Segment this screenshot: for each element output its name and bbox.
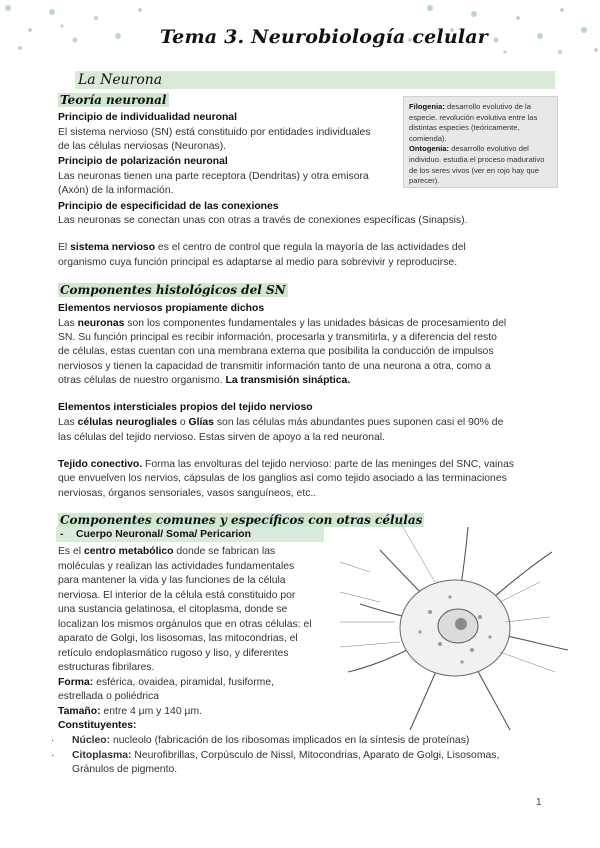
histo-c-line-1: Tejido conectivo. Forma las envolturas del tejido nervioso: parte de las meninges del SNC, vainas — [58, 459, 515, 470]
principle-1-line-1: El sistema nervioso (SN) está constituido por entidades individuales — [58, 127, 371, 138]
principle-2-title: Principio de polarización neuronal — [58, 156, 228, 167]
histo-c-line-2: que envuelven los nervios, cápsulas de los ganglios así como tejido asociado a las terminaciones — [58, 473, 507, 484]
bullet-dot-1: · — [51, 735, 55, 746]
principle-3-title: Principio de especificidad de las conexiones — [58, 201, 279, 212]
constituyentes-label: Constituyentes: — [58, 720, 137, 731]
bullet-citoplasma-line-2: Gránulos de pigmento. — [72, 764, 178, 775]
heading-teoria-neuronal: Teoría neuronal — [60, 93, 167, 107]
section-title: La Neurona — [78, 72, 163, 88]
histo-b-line-1: Las células neurogliales o Glías son las células más abundantes pues suponen casi el 90% de — [58, 417, 504, 428]
soma-line-4: nerviosa. El interior de la célula está constituido por — [58, 590, 296, 601]
soma-line-8: retículo endoplasmático rugoso y liso, y diferentes — [58, 648, 289, 659]
bullet-citoplasma: Citoplasma: Neurofibrillas, Corpúsculo de Nissl, Mitocondrias, Aparato de Golgi, Lisosomas, — [72, 750, 500, 761]
sn-definition-line-1: El sistema nervioso es el centro de control que regula la mayoría de las actividades del — [58, 242, 466, 253]
sn-definition-line-2: organismo cuya función principal es adaptarse al medio para sobrevivir y reproducirse. — [58, 257, 458, 268]
side-note-box — [403, 96, 558, 188]
principle-1-title: Principio de individualidad neuronal — [58, 112, 237, 123]
bullet-nucleo: Núcleo: nucleolo (fabricación de los ribosomas implicados en la síntesis de proteínas) — [72, 735, 470, 746]
histo-b-line-2: las células del tejido nervioso. Estas sirven de apoyo a la red neuronal. — [58, 432, 385, 443]
histo-a-line-4: nerviosos y tienen la capacidad de transmitir información tanto de una neurona a otra, como a — [58, 361, 491, 372]
histo-a-line-1: Las neuronas son los componentes fundamentales y las unidades básicas de procesamiento del — [58, 318, 507, 329]
soma-line-5: una sustancia gelatinosa, el citoplasma, donde se — [58, 604, 288, 615]
soma-band-dash: - — [60, 529, 64, 540]
note-filogenia: Filogenia: desarrollo evolutivo de la especie. revolución evolutiva entre las distintas especies (teóricamente, comienda). — [409, 102, 538, 143]
histo-subtitle-1: Elementos nerviosos propiamente dichos — [58, 303, 265, 314]
forma-line-2: estrellada o poliédrica — [58, 691, 160, 702]
histo-subtitle-2: Elementos intersticiales propios del tejido nervioso — [58, 402, 313, 413]
section-band-gap — [58, 71, 75, 89]
soma-line-3: para mantener la vida y las funciones de la célula — [58, 575, 286, 586]
principle-3-line-1: Las neuronas se conectan unas con otras a través de conexiones específicas (Sinapsis). — [58, 215, 468, 226]
heading-componentes-histologicos: Componentes histológicos del SN — [60, 283, 286, 297]
principle-2-line-1: Las neuronas tienen una parte receptora (Dendritas) y otra emisora — [58, 171, 369, 182]
soma-band-title: Cuerpo Neuronal/ Soma/ Pericarion — [76, 529, 251, 540]
heading-componentes-comunes: Componentes comunes y específicos con otras células — [60, 513, 423, 527]
soma-line-2: moléculas y realizan las actividades fundamentales — [58, 561, 295, 572]
soma-line-6: localizan los mismos orgánulos que en otras células: el — [58, 619, 312, 630]
neuron-soma-illustration — [340, 522, 570, 734]
note-ontogenia: Ontogenia: desarrollo evolutivo del individuo. estudia el proceso madurativo de los seres vivos (ver en rojo hay que parecer). — [409, 144, 545, 186]
principle-2-line-2: (Axón) de la información. — [58, 185, 174, 196]
histo-a-line-3: de células, estas cuentan con una membrana externa que posibilita la conducción de impulsos — [58, 346, 494, 357]
soma-line-9: estructuras fibrilares. — [58, 662, 155, 673]
forma-line-1: Forma: esférica, ovaidea, piramidal, fusiforme, — [58, 677, 274, 688]
histo-a-line-2: SN. Su función principal es recibir información, procesarla y transmitirla, y a diferencia del resto — [58, 332, 497, 343]
soma-line-7: aparato de Golgi, los lisosomas, las mitocondrias, el — [58, 633, 298, 644]
tamano-line: Tamaño: entre 4 µm y 140 µm. — [58, 706, 203, 717]
principle-1-line-2: de las células nerviosas (Neuronas). — [58, 141, 227, 152]
page-number: 1 — [536, 797, 542, 808]
bullet-dot-2: · — [51, 750, 55, 761]
soma-line-1: Es el centro metabólico donde se fabrican las — [58, 546, 276, 557]
histo-c-line-3: nerviosas, órganos sensoriales, vasos sanguíneos, etc.. — [58, 488, 317, 499]
document-title: Tema 3. Neurobiología celular — [160, 26, 489, 48]
histo-a-line-5: otras células de nuestro organismo. La transmisión sináptica. — [58, 375, 351, 386]
